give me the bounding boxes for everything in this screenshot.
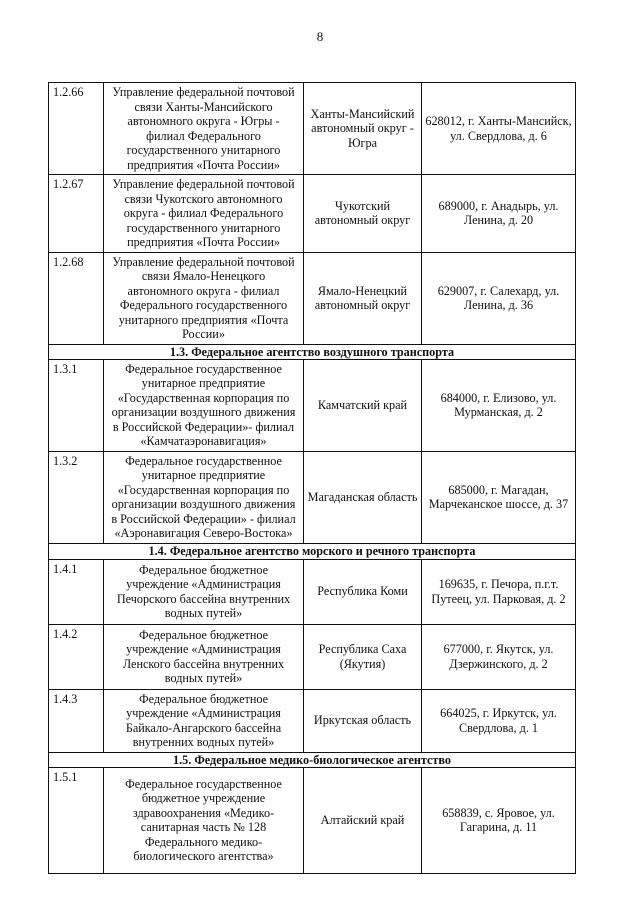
postal-address: 629007, г. Салехард, ул. Ленина, д. 36: [422, 252, 576, 344]
postal-address: 684000, г. Елизово, ул. Мурманская, д. 2: [422, 359, 576, 451]
section-title: 1.4. Федеральное агентство морского и речного транспорта: [49, 543, 576, 559]
organizations-table: [48, 82, 576, 874]
region-name: Чукотский автономный округ: [304, 175, 422, 253]
region-name: Камчатский край: [304, 359, 422, 451]
table-row: [49, 83, 576, 175]
row-number: 1.2.68: [49, 252, 104, 344]
row-number: 1.3.2: [49, 451, 104, 543]
row-number: 1.4.1: [49, 559, 104, 624]
organization-name: Федеральное бюджетное учреждение «Администрация Байкало-Ангарского бассейна внутренних водных путей»: [104, 689, 304, 752]
region-name: Республика Коми: [304, 559, 422, 624]
table-row: [49, 451, 576, 543]
section-header-row: [49, 752, 576, 767]
region-name: Ямало-Ненецкий автономный округ: [304, 252, 422, 344]
region-name: Алтайский край: [304, 767, 422, 873]
postal-address: 169635, г. Печора, п.г.т. Путеец, ул. Парковая, д. 2: [422, 559, 576, 624]
organization-name: Федеральное государственное бюджетное учреждение здравоохранения «Медико-санитарная часть № 128 Федерального медико-биологического агентства»: [104, 767, 304, 873]
row-number: 1.4.3: [49, 689, 104, 752]
organization-name: Управление федеральной почтовой связи Чукотского автономного округа - филиал Федерального государственного унитарного предприятия «Почта России»: [104, 175, 304, 253]
region-name: Республика Саха (Якутия): [304, 624, 422, 689]
postal-address: 685000, г. Магадан, Марчеканское шоссе, д. 37: [422, 451, 576, 543]
row-number: 1.4.2: [49, 624, 104, 689]
postal-address: 664025, г. Иркутск, ул. Свердлова, д. 1: [422, 689, 576, 752]
row-number: 1.2.66: [49, 83, 104, 175]
postal-address: 658839, с. Яровое, ул. Гагарина, д. 11: [422, 767, 576, 873]
section-header-row: [49, 543, 576, 559]
organization-name: Федеральное бюджетное учреждение «Администрация Ленского бассейна внутренних водных путей»: [104, 624, 304, 689]
table-row: [49, 767, 576, 873]
organization-name: Управление федеральной почтовой связи Ямало-Ненецкого автономного округа - филиал Федерального государственного унитарного предприятия «Почта России»: [104, 252, 304, 344]
row-number: 1.5.1: [49, 767, 104, 873]
row-number: 1.3.1: [49, 359, 104, 451]
section-title: 1.3. Федеральное агентство воздушного транспорта: [49, 344, 576, 359]
table-row: [49, 359, 576, 451]
page-number: 8: [316, 29, 324, 44]
organization-name: Федеральное государственное унитарное предприятие «Государственная корпорация по организации воздушного движения в Российской Федерации»- филиал «Камчатаэронавигация»: [104, 359, 304, 451]
organization-name: Управление федеральной почтовой связи Ханты-Мансийского автономного округа - Югры - филиал Федерального государственного унитарного предприятия «Почта России»: [104, 83, 304, 175]
table-row: [49, 252, 576, 344]
section-header-row: [49, 344, 576, 359]
table-row: [49, 175, 576, 253]
table-row: [49, 624, 576, 689]
row-number: 1.2.67: [49, 175, 104, 253]
region-name: Иркутская область: [304, 689, 422, 752]
table-row: [49, 559, 576, 624]
region-name: Магаданская область: [304, 451, 422, 543]
postal-address: 628012, г. Ханты-Мансийск, ул. Свердлова, д. 6: [422, 83, 576, 175]
region-name: Ханты-Мансийский автономный округ - Югра: [304, 83, 422, 175]
section-title: 1.5. Федеральное медико-биологическое агентство: [49, 752, 576, 767]
organization-name: Федеральное бюджетное учреждение «Администрация Печорского бассейна внутренних водных путей»: [104, 559, 304, 624]
table-row: [49, 689, 576, 752]
organization-name: Федеральное государственное унитарное предприятие «Государственная корпорация по организации воздушного движения в Российской Федерации» - филиал «Аэронавигация Северо-Востока»: [104, 451, 304, 543]
postal-address: 677000, г. Якутск, ул. Дзержинского, д. 2: [422, 624, 576, 689]
postal-address: 689000, г. Анадырь, ул. Ленина, д. 20: [422, 175, 576, 253]
